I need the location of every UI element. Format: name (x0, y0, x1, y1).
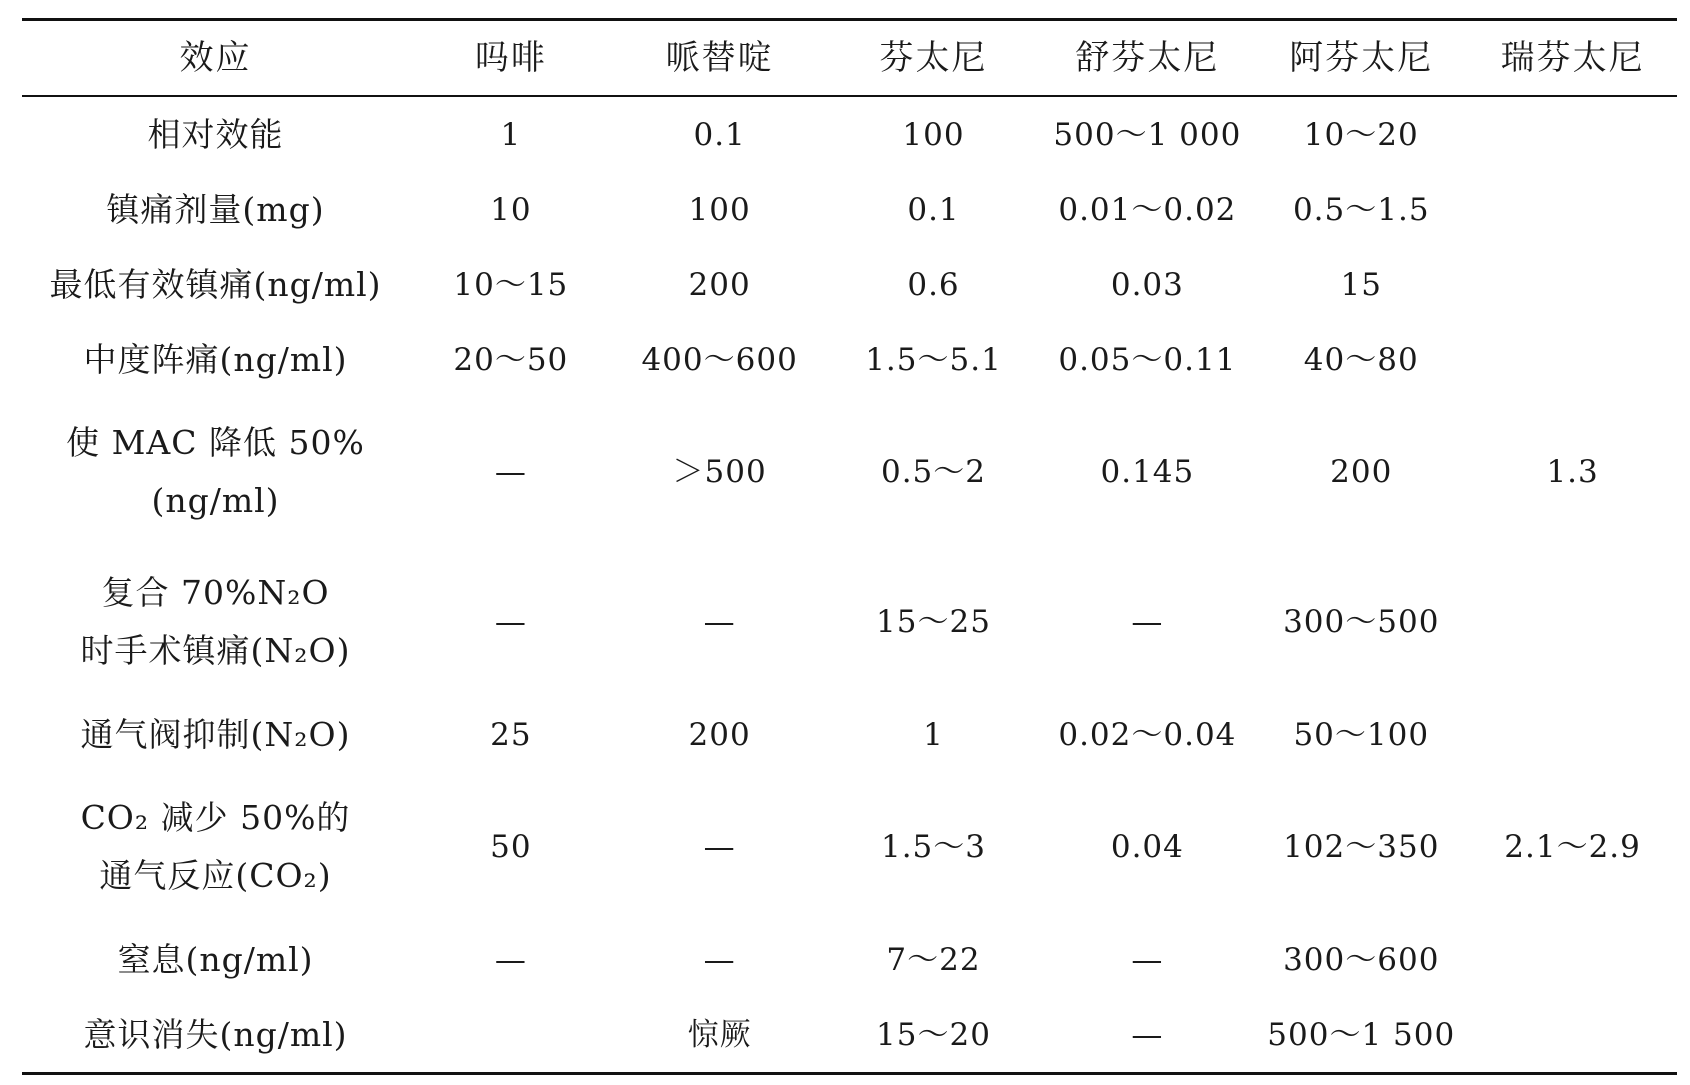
row-label: 相对效能 (147, 114, 284, 154)
cell-pethidine: — (703, 941, 736, 978)
table-row (22, 997, 1677, 1074)
cell-fentanyl: 15～20 (876, 1016, 991, 1053)
cell-fentanyl: 0.6 (907, 266, 960, 303)
cell-pethidine: 200 (688, 716, 751, 753)
cell-alfentanil: 15 (1340, 266, 1382, 303)
cell-remifentanil (1468, 247, 1677, 322)
row-label (22, 397, 409, 547)
header-fentanyl: 芬太尼 (879, 38, 988, 78)
header-morphine: 吗啡 (474, 38, 547, 78)
cell-sufentanil: 500～1 000 (1053, 116, 1242, 153)
cell-remifentanil (1468, 697, 1677, 772)
table-row (22, 96, 1677, 172)
cell-morphine: — (494, 604, 527, 640)
row-label (22, 547, 409, 697)
cell-morphine: — (494, 941, 527, 978)
cell-fentanyl: 7～22 (886, 941, 981, 978)
table-row (22, 922, 1677, 997)
table-row (22, 322, 1677, 397)
cell-pethidine: 100 (688, 191, 751, 228)
cell-fentanyl: 1.5～5.1 (865, 341, 1002, 378)
cell-remifentanil: 1.3 (1546, 454, 1599, 490)
cell-morphine: 10 (490, 191, 532, 228)
cell-morphine: 1 (500, 116, 522, 153)
header-effect: 效应 (179, 38, 252, 78)
row-label: 中度阵痛(ng/ml) (83, 339, 348, 379)
table-header-row (22, 20, 1677, 97)
cell-remifentanil: 2.1～2.9 (1504, 829, 1641, 865)
cell-sufentanil: — (1131, 604, 1164, 640)
cell-fentanyl: 15～25 (876, 604, 991, 640)
cell-pethidine: — (703, 829, 736, 865)
cell-pethidine: — (703, 604, 736, 640)
cell-alfentanil: 300～600 (1283, 941, 1440, 978)
row-label-line: CO₂ 减少 50%的 (80, 798, 351, 837)
header-pethidine: 哌替啶 (665, 38, 774, 78)
row-label: 窒息(ng/ml) (117, 939, 314, 979)
cell-sufentanil: — (1131, 941, 1164, 978)
cell-remifentanil (1468, 96, 1677, 172)
opioid-effects-table (22, 18, 1677, 1075)
cell-remifentanil (1468, 322, 1677, 397)
cell-fentanyl: 1.5～3 (880, 829, 987, 865)
header-alfentanil: 阿芬太尼 (1289, 38, 1434, 78)
cell-alfentanil: 40～80 (1303, 341, 1419, 378)
cell-pethidine: 惊厥 (687, 1016, 752, 1053)
row-label-line: 时手术镇痛(N₂O) (80, 631, 351, 670)
table-row (22, 247, 1677, 322)
row-label-line: (ng/ml) (151, 481, 280, 520)
cell-morphine: 25 (490, 716, 532, 753)
cell-alfentanil: 0.5～1.5 (1292, 191, 1430, 228)
cell-morphine: 50 (490, 829, 532, 865)
row-label-line: 使 MAC 降低 50% (66, 423, 365, 462)
cell-pethidine: 400～600 (641, 341, 798, 378)
cell-pethidine: 200 (688, 266, 751, 303)
row-label: 镇痛剂量(mg) (106, 189, 325, 229)
header-sufentanil: 舒芬太尼 (1075, 38, 1220, 78)
cell-fentanyl: 0.5～2 (880, 454, 987, 490)
opioid-effects-table-container (22, 18, 1677, 1075)
cell-sufentanil: 0.145 (1100, 454, 1195, 490)
cell-sufentanil: 0.03 (1110, 266, 1184, 303)
cell-sufentanil: 0.04 (1110, 829, 1184, 865)
cell-remifentanil (1468, 172, 1677, 247)
cell-alfentanil: 50～100 (1293, 716, 1430, 753)
cell-morphine: — (494, 454, 527, 490)
cell-morphine: 10～15 (453, 266, 569, 303)
cell-alfentanil: 500～1 500 (1267, 1016, 1456, 1053)
cell-alfentanil: 200 (1330, 454, 1393, 490)
cell-pethidine: 0.1 (693, 116, 746, 153)
cell-remifentanil (1468, 997, 1677, 1074)
row-label: 通气阀抑制(N₂O) (80, 714, 351, 754)
header-remifentanil: 瑞芬太尼 (1500, 38, 1645, 78)
table-row (22, 397, 1677, 547)
cell-remifentanil (1468, 922, 1677, 997)
row-label: 最低有效镇痛(ng/ml) (49, 264, 382, 304)
table-row (22, 697, 1677, 772)
cell-fentanyl: 0.1 (907, 191, 960, 228)
row-label-line: 复合 70%N₂O (101, 573, 330, 612)
table-row (22, 772, 1677, 922)
row-label: 意识消失(ng/ml) (83, 1014, 348, 1054)
cell-pethidine: ＞500 (672, 454, 767, 490)
cell-morphine: 20～50 (453, 341, 569, 378)
cell-sufentanil: — (1131, 1016, 1164, 1053)
row-label-line: 通气反应(CO₂) (99, 856, 332, 895)
row-label (22, 772, 409, 922)
cell-fentanyl: 1 (923, 716, 944, 753)
cell-sufentanil: 0.01～0.02 (1058, 191, 1237, 228)
cell-fentanyl: 100 (902, 116, 965, 153)
cell-alfentanil: 300～500 (1283, 604, 1440, 640)
cell-sufentanil: 0.05～0.11 (1058, 341, 1237, 378)
table-row (22, 172, 1677, 247)
cell-remifentanil (1468, 547, 1677, 697)
cell-alfentanil: 10～20 (1303, 116, 1419, 153)
cell-morphine (409, 997, 613, 1074)
table-row (22, 547, 1677, 697)
cell-alfentanil: 102～350 (1283, 829, 1440, 865)
cell-sufentanil: 0.02～0.04 (1058, 716, 1237, 753)
